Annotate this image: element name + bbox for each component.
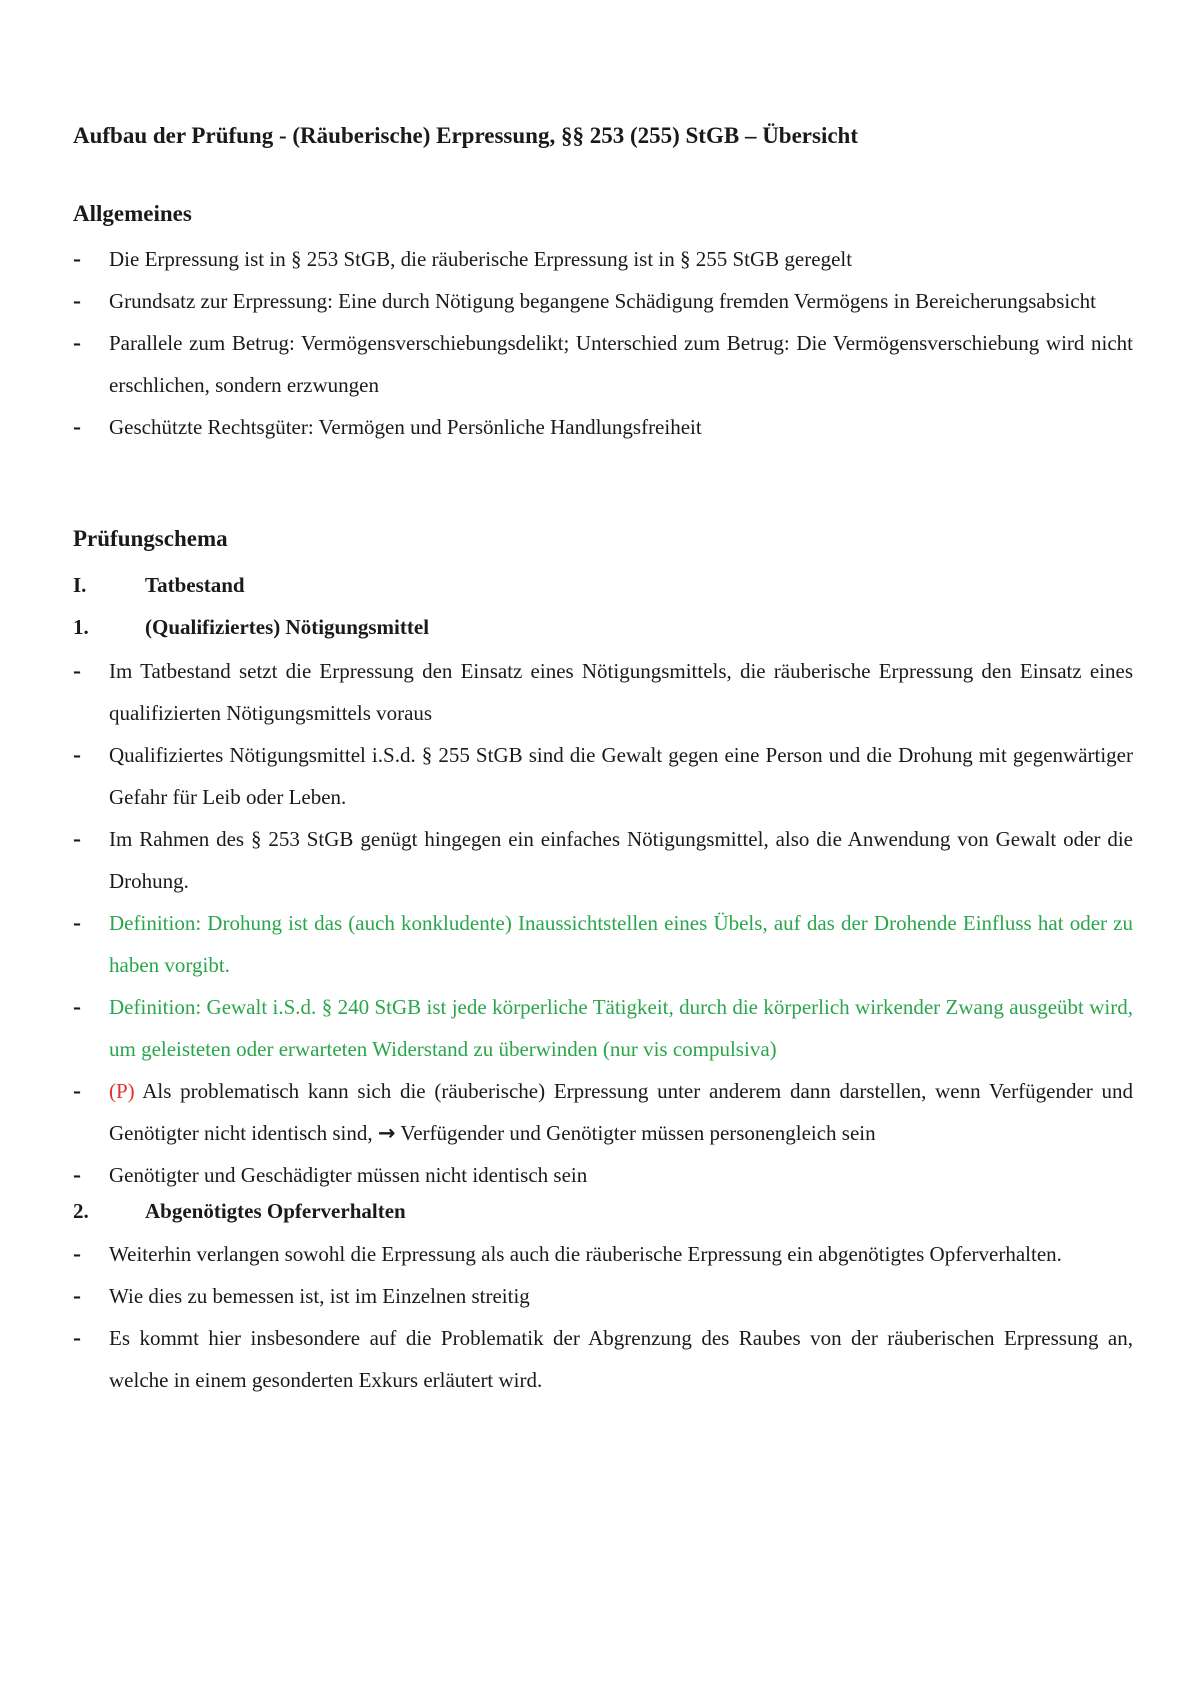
bullet-dash: -: [73, 288, 81, 314]
subsection-opferverhalten: 2. Abgenötigtes Opferverhalten: [73, 1199, 406, 1223]
bullet-dash: -: [73, 1283, 81, 1309]
list-item: - Parallele zum Betrug: Vermögensverschiebungsdelikt; Unterschied zum Betrug: Die Vermögensverschiebung wird nicht erschlichen, sondern erzwungen: [73, 322, 1133, 406]
list-item: - Genötigter und Geschädigter müssen nicht identisch sein: [73, 1154, 1133, 1196]
bullet-dash: -: [73, 1325, 81, 1351]
heading-allgemeines: Allgemeines: [73, 201, 192, 226]
list-opferverhalten: [73, 1233, 1133, 1401]
bullet-dash: -: [73, 910, 81, 936]
bullet-dash: -: [73, 1162, 81, 1188]
list-item: - Wie dies zu bemessen ist, ist im Einzelnen streitig: [73, 1275, 1133, 1317]
list-noetigungsmittel: [73, 650, 1133, 1196]
definition-gewalt: - Definition: Gewalt i.S.d. § 240 StGB ist jede körperliche Tätigkeit, durch die körperlich wirkender Zwang ausgeübt wird, um geleisteten oder erwarteten Widerstand zu überwinden (nur vis compulsiva): [73, 986, 1133, 1070]
problem-item: - (P) Als problematisch kann sich die (räuberische) Erpressung unter anderem dann darstellen, wenn Verfügender und Genötigter nicht identisch sind, → Verfügender und Genötigter müssen personengleich sein: [73, 1070, 1133, 1154]
list-item: - Es kommt hier insbesondere auf die Problematik der Abgrenzung des Raubes von der räuberischen Erpressung an, welche in einem gesonderten Exkurs erläutert wird.: [73, 1317, 1133, 1401]
list-allgemeines: [73, 238, 1133, 448]
bullet-dash: -: [73, 1078, 81, 1104]
section-tatbestand: I. Tatbestand: [73, 573, 245, 597]
definition-drohung: - Definition: Drohung ist das (auch konkludente) Inaussichtstellen eines Übels, auf das der Drohende Einfluss hat oder zu haben vorgibt.: [73, 902, 1133, 986]
list-item: - Geschützte Rechtsgüter: Vermögen und Persönliche Handlungsfreiheit: [73, 406, 1133, 448]
problem-marker: (P): [109, 1079, 135, 1103]
document-title: Aufbau der Prüfung - (Räuberische) Erpressung, §§ 253 (255) StGB – Übersicht: [73, 123, 859, 148]
list-item: - Im Rahmen des § 253 StGB genügt hingegen ein einfaches Nötigungsmittel, also die Anwendung von Gewalt oder die Drohung.: [73, 818, 1133, 902]
bullet-dash: -: [73, 658, 81, 684]
bullet-dash: -: [73, 826, 81, 852]
bullet-dash: -: [73, 994, 81, 1020]
list-item: - Grundsatz zur Erpressung: Eine durch Nötigung begangene Schädigung fremden Vermögens in Bereicherungsabsicht: [73, 280, 1133, 322]
bullet-dash: -: [73, 330, 81, 356]
bullet-dash: -: [73, 414, 81, 440]
list-item: - Die Erpressung ist in § 253 StGB, die räuberische Erpressung ist in § 255 StGB geregelt: [73, 238, 1133, 280]
list-item: - Qualifiziertes Nötigungsmittel i.S.d. § 255 StGB sind die Gewalt gegen eine Person und die Drohung mit gegenwärtiger Gefahr für Leib oder Leben.: [73, 734, 1133, 818]
list-item: - Weiterhin verlangen sowohl die Erpressung als auch die räuberische Erpressung ein abgenötigtes Opferverhalten.: [73, 1233, 1133, 1275]
bullet-dash: -: [73, 1241, 81, 1267]
heading-pruefungsschema: Prüfungschema: [73, 526, 228, 551]
list-item: - Im Tatbestand setzt die Erpressung den Einsatz eines Nötigungsmittels, die räuberische Erpressung den Einsatz eines qualifizierten Nötigungsmittels voraus: [73, 650, 1133, 734]
subsection-noetigungsmittel: 1. (Qualifiziertes) Nötigungsmittel: [73, 615, 430, 639]
arrow-right-icon: →: [377, 1121, 396, 1145]
bullet-dash: -: [73, 246, 81, 272]
bullet-dash: -: [73, 742, 81, 768]
